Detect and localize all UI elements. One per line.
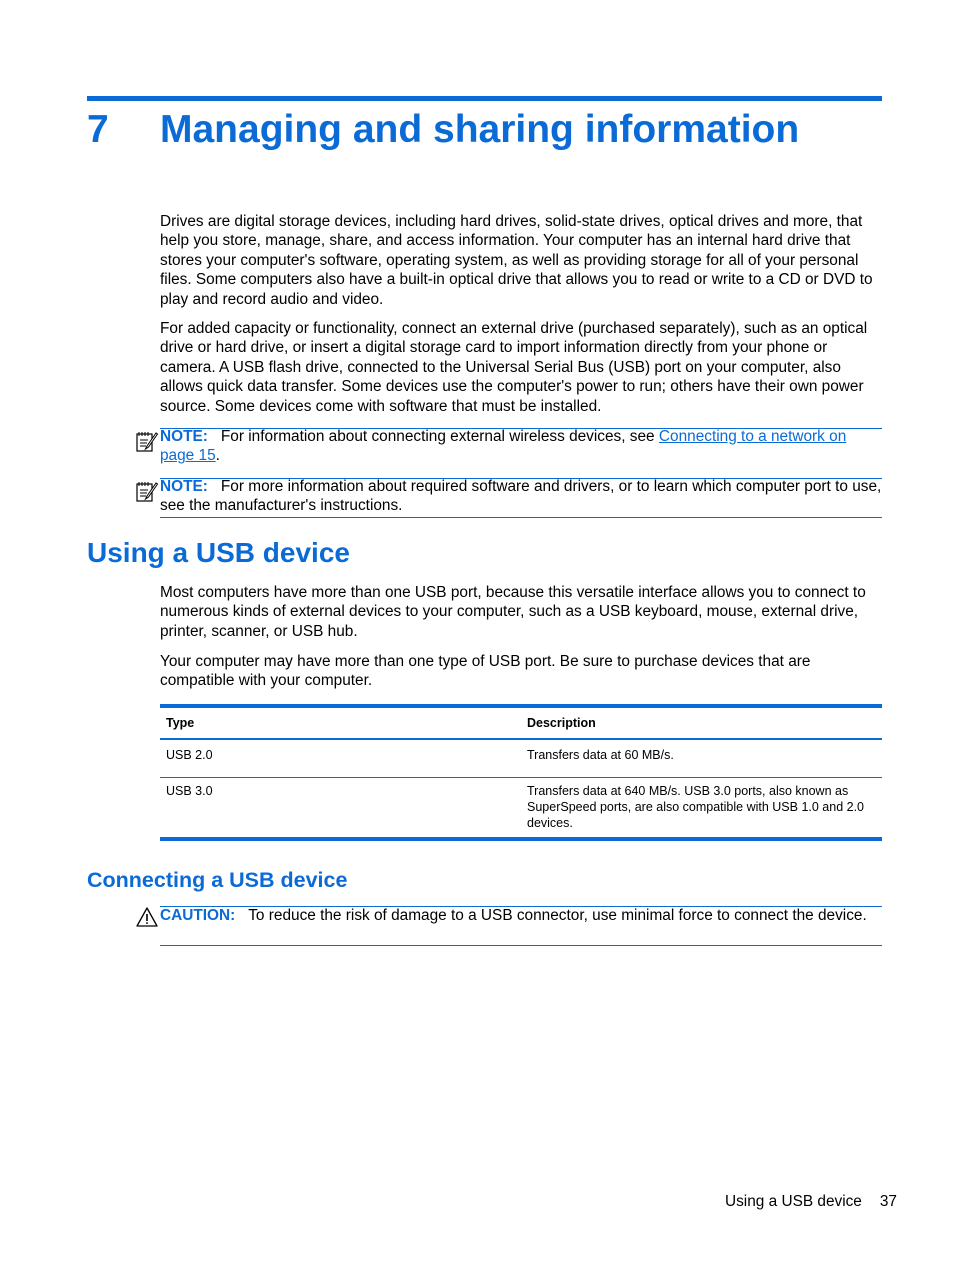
table-row [160,739,882,778]
usb-paragraph-1: Most computers have more than one USB port, because this versatile interface allows you to connect to numerous kinds of external devices to your computer, such as a USB keyboard, mouse, external drive, printer, scanner, or USB hub. [160,584,866,640]
intro-paragraph-2: For added capacity or functionality, connect an external drive (purchased separately), such as an optical drive or hard drive, or insert a digital storage card to import information directly from your phone or camera. A USB flash drive, connected to the Universal Serial Bus (USB) port on your computer, also allows quick data transfer. Some devices use the computer's power to run; others have their own power source. Some devices come with software that must be installed. [160,320,868,415]
page-footer [600,1192,897,1212]
usb-paragraph-2: Your computer may have more than one type of USB port. Be sure to purchase devices that are compatible with your computer. [160,653,811,690]
note-1-period: . [215,447,220,465]
table-cell-description: Transfers data at 640 MB/s. USB 3.0 ports, also known as SuperSpeed ports, are also compatible with USB 1.0 and 2.0 devices. [521,778,882,840]
note-2-text: For more information about required software and drivers, or to learn which computer port to use, see the manufacturer's instructions. [160,478,882,515]
table-row [160,778,882,840]
note-icon [135,479,159,503]
chapter-title: Managing and sharing information [160,108,800,151]
table-header-row [160,706,882,739]
table-header-description: Description [521,706,882,739]
warning-triangle-icon [136,906,158,928]
footer-section-title: Using a USB device [725,1193,862,1210]
chapter-top-rule [87,96,882,101]
table-cell-type: USB 2.0 [160,739,521,778]
caution [160,906,882,925]
usb-types-table [160,704,882,841]
note-2 [160,477,882,516]
connecting-to-network-link[interactable]: Connecting to a network on page 15 [160,428,847,465]
caution-bottom-rule [160,945,882,946]
intro-paragraph-1: Drives are digital storage devices, including hard drives, solid-state drives, optical drives and more, that help you store, manage, share, and access information. Your computer has an internal hard drive that stores your computer's software, operating system, as well as providing storage for all of your personal files. Some computers also have a built-in optical drive that allows you to read or write to a CD or DVD to play and record audio and video. [160,213,873,308]
note-1-text: For information about connecting external wireless devices, see [220,428,659,445]
note-1 [160,427,882,466]
caution-text: To reduce the risk of damage to a USB connector, use minimal force to connect the device. [248,907,867,924]
footer-page-number: 37 [879,1193,897,1210]
table-header-type: Type [160,706,521,739]
caution-label: CAUTION: [160,907,236,924]
table-cell-type: USB 3.0 [160,778,521,840]
note-2-label: NOTE: [160,478,208,495]
usb-section-heading: Using a USB device [87,537,350,568]
note-icon [135,429,159,453]
chapter-number: 7 [87,108,109,151]
note-1-label: NOTE: [160,428,208,445]
connect-section-heading: Connecting a USB device [87,868,348,892]
table-cell-description: Transfers data at 60 MB/s. [521,739,882,778]
note-2-bottom-rule [160,517,882,518]
